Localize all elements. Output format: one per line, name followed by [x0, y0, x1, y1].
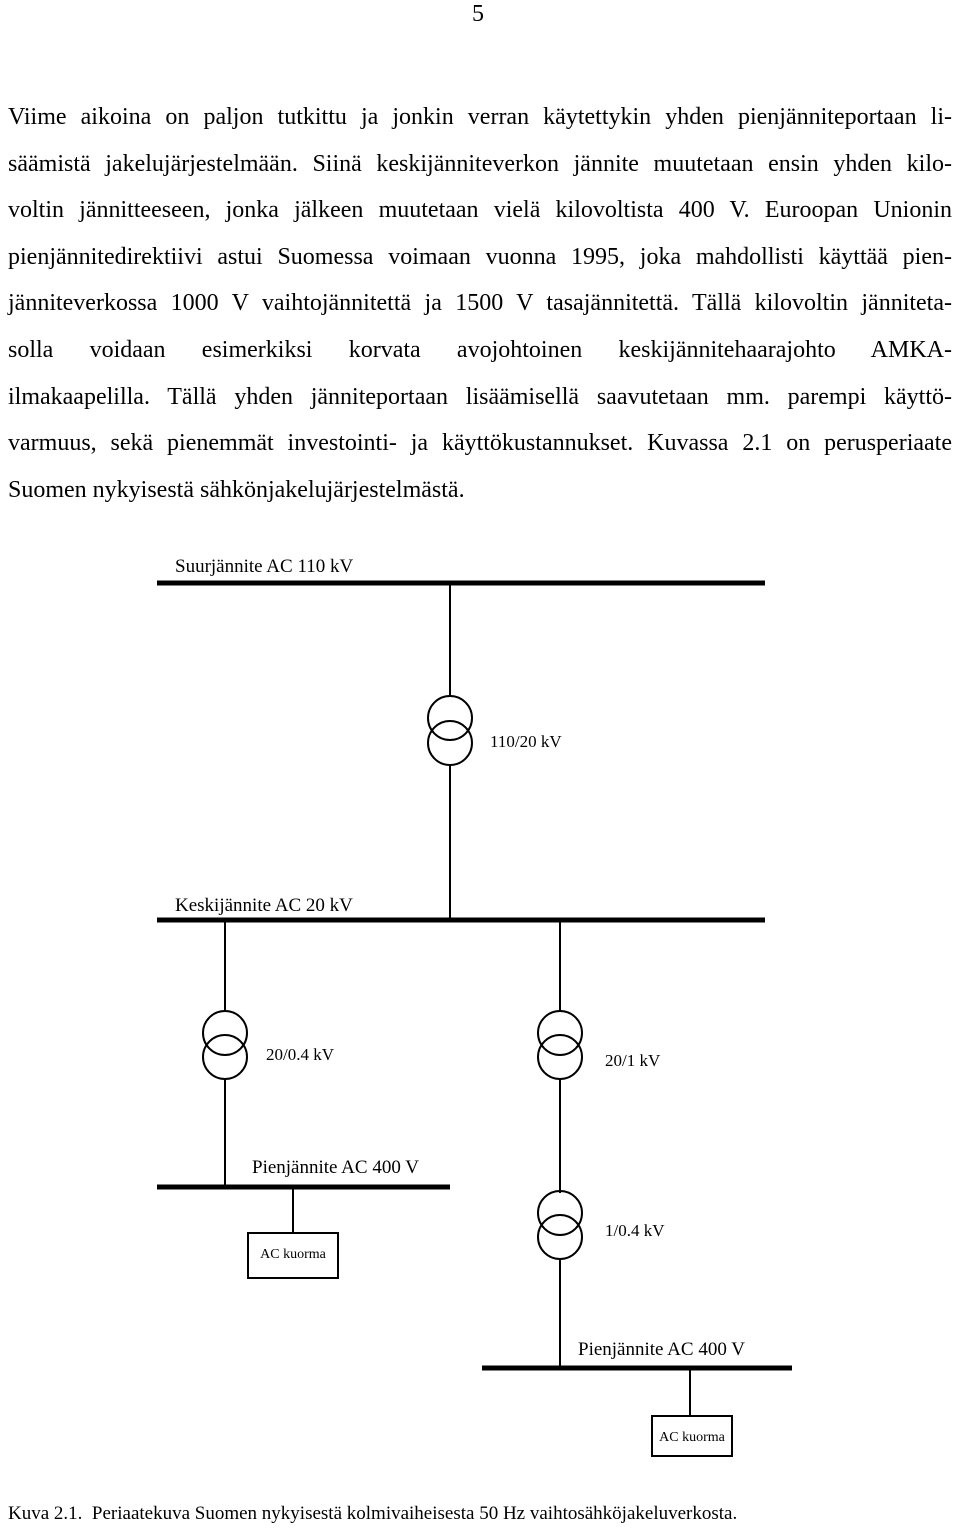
transformer-t3-icon [538, 1011, 582, 1079]
page-number: 5 [472, 1, 484, 27]
transformer-t3-label: 20/1 kV [605, 1051, 661, 1070]
body-line: varmuus, sekä pienemmät investointi- ja käyttökustannukset. Kuvassa 2.1 on perusperiaate [8, 430, 952, 457]
body-line: solla voidaan esimerkiksi korvata avojohtoinen keskijännitehaarajohto AMKA- [8, 336, 952, 363]
transformer-t2-icon [203, 1011, 247, 1079]
transformer-t1-label: 110/20 kV [490, 732, 562, 751]
body-line: Viime aikoina on paljon tutkittu ja jonkin verran käytettykin yhden pienjänniteportaan li- [8, 104, 952, 130]
transformer-t4-icon [538, 1191, 582, 1259]
transformer-t4-label: 1/0.4 kV [605, 1221, 665, 1240]
body-line: pienjännitedirektiivi astui Suomessa voimaan vuonna 1995, joka mahdollisti käyttää pien- [8, 243, 952, 270]
transformer-t2-label: 20/0.4 kV [266, 1045, 334, 1064]
mv-busbar-label: Keskijännite AC 20 kV [175, 895, 353, 916]
lv2-busbar-label: Pienjännite AC 400 V [578, 1339, 745, 1360]
hv-busbar-label: Suurjännite AC 110 kV [175, 556, 354, 577]
body-line: voltin jännitteeseen, jonka jälkeen muutetaan vielä kilovoltista 400 V. Euroopan Unionin [8, 197, 952, 224]
load-2-label: AC kuorma [659, 1430, 725, 1445]
body-line: Suomen nykyisestä sähkönjakelujärjestelmästä. [8, 476, 465, 503]
body-line: säämistä jakelujärjestelmään. Siinä keskijänniteverkon jännite muutetaan ensin yhden kilo- [8, 150, 952, 177]
figure-caption: Kuva 2.1. Periaatekuva Suomen nykyisestä kolmivaiheisesta 50 Hz vaihtosähköjakeluverkosta. [8, 1503, 738, 1524]
body-line: ilmakaapelilla. Tällä yhden jänniteportaan lisäämisellä saavutetaan mm. parempi käyttö- [8, 383, 952, 410]
load-1-label: AC kuorma [260, 1247, 326, 1262]
transformer-t1-icon [428, 696, 472, 765]
lv1-busbar-label: Pienjännite AC 400 V [252, 1157, 419, 1178]
body-line: jänniteverkossa 1000 V vaihtojännitettä ja 1500 V tasajännitettä. Tällä kilovoltin jännitetа- [8, 290, 952, 317]
